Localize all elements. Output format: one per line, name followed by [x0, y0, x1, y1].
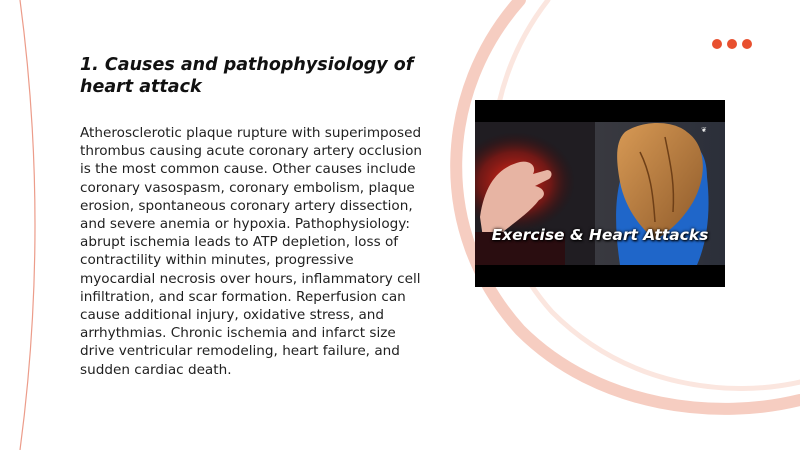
- video-caption: Exercise & Heart Attacks: [491, 226, 709, 244]
- dot-1: [712, 39, 722, 49]
- left-arc-line: [20, 0, 35, 450]
- channel-logo-icon: ❦: [701, 126, 707, 134]
- video-thumbnail[interactable]: [475, 100, 725, 287]
- dot-3: [742, 39, 752, 49]
- slide-body-text: Atherosclerotic plaque rupture with superimposed thrombus causing acute coronary artery occlusion is the most common cause. Other causes include coronary vasospasm, coronary embolism, plaque erosion, spontaneous coronary artery dissection, and severe anemia or hypoxia. Pathophysiology: abrupt ischemia leads to ATP depletion, loss of contractility within minutes, progressive myocardial necrosis over hours, inflammatory cell infiltration, and scar formation. Reperfusion can cause additional injury, oxidative stress, and arrhythmias. Chronic ischemia and infarct size drive ventricular remodeling, heart failure, and sudden cardiac death.: [80, 125, 423, 378]
- more-dots-icon[interactable]: [712, 39, 752, 49]
- slide-title: 1. Causes and pathophysiology of heart attack: [80, 55, 414, 97]
- dot-2: [727, 39, 737, 49]
